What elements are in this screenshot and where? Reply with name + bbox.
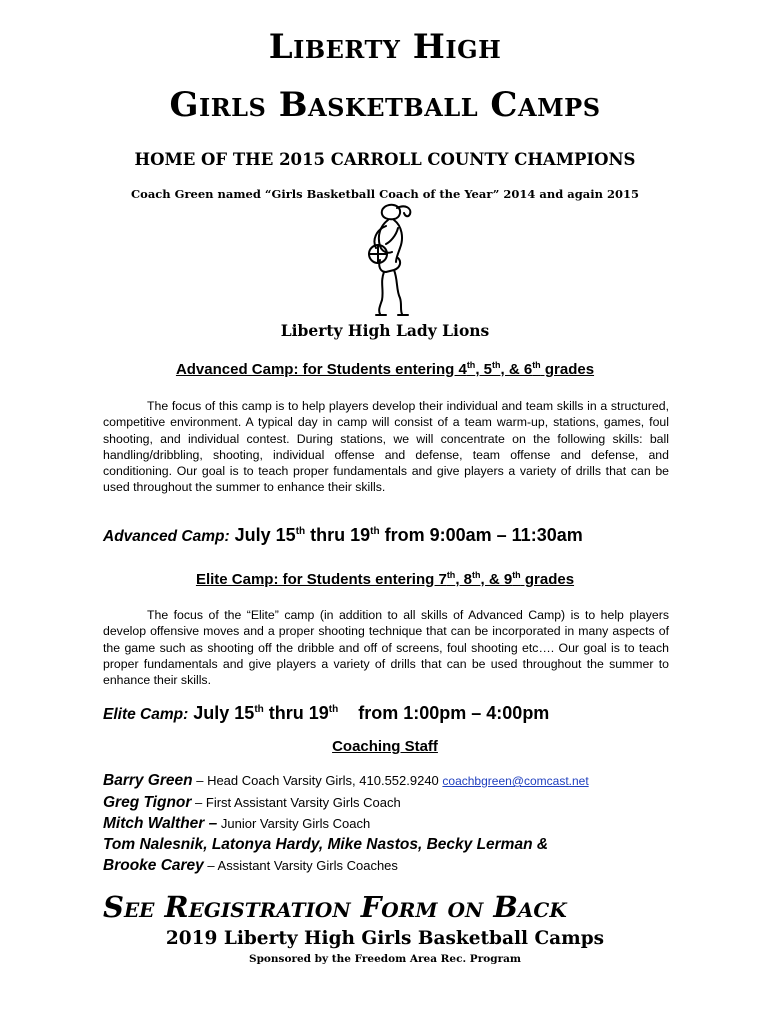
advanced-camp-schedule: Advanced Camp: July 15th thru 19th from 9:00am – 11:30am <box>103 525 583 545</box>
staff-member: Mitch Walther – Junior Varsity Girls Coach <box>103 815 371 832</box>
elite-camp-schedule: Elite Camp: July 15th thru 19th from 1:00pm – 4:00pm <box>103 703 550 723</box>
coach-email-link[interactable]: coachbgreen@comcast.net <box>442 774 589 788</box>
team-name: Liberty High Lady Lions <box>280 321 490 340</box>
registration-notice: See Registration Form on Back <box>103 890 567 924</box>
coach-award-line: Coach Green named “Girls Basketball Coach of the Year” 2014 and again 2015 <box>131 187 639 201</box>
staff-member: Greg Tignor – First Assistant Varsity Girls Coach <box>103 794 401 811</box>
staff-member: Barry Green – Head Coach Varsity Girls, 410.552.9240 coachbgreen@comcast.net <box>103 772 589 789</box>
advanced-camp-description: The focus of this camp is to help players develop their individual and team skills in a structured, competitive environment. A typical day in camp will consist of a team warm-up, stations, games, foul shooting, and individual contest. During stations, we will concentrate on the following skills: ball handling/dribbling, shooting, individual offense and defense, team offense and defense, and conditioning. Our goal is to teach proper fundamentals and give players a variety of drills that can be used throughout the summer to enhance their skills. <box>103 399 669 495</box>
champions-subtitle: HOME OF THE 2015 CARROLL COUNTY CHAMPIONS <box>134 150 636 169</box>
elite-camp-heading: Elite Camp: for Students entering 7th, 8th, & 9th grades <box>195 570 575 588</box>
camps-2019-line: 2019 Liberty High Girls Basketball Camps <box>165 928 605 949</box>
staff-member: Brooke Carey – Assistant Varsity Girls Coaches <box>103 857 398 874</box>
coaching-staff-heading: Coaching Staff <box>332 738 438 755</box>
basketball-player-icon <box>350 200 430 320</box>
title-line-1: Liberty High <box>268 27 502 67</box>
title-line-2: Girls Basketball Camps <box>169 85 601 125</box>
sponsor-line: Sponsored by the Freedom Area Rec. Program <box>248 953 522 965</box>
coaching-staff-list <box>103 770 703 876</box>
staff-member: Tom Nalesnik, Latonya Hardy, Mike Nastos, Becky Lerman & <box>103 836 549 853</box>
advanced-camp-heading: Advanced Camp: for Students entering 4th, 5th, & 6th grades <box>175 360 595 378</box>
elite-camp-description: The focus of the “Elite” camp (in addition to all skills of Advanced Camp) is to help players develop offensive moves and a proper shooting technique that can be incorporated in many aspects of the game such as shooting off the dribble and off of screens, foul shooting etc…. Our goal is to teach proper fundamentals and give players a variety of drills that can be used throughout the summer to enhance their skills. <box>103 608 669 688</box>
